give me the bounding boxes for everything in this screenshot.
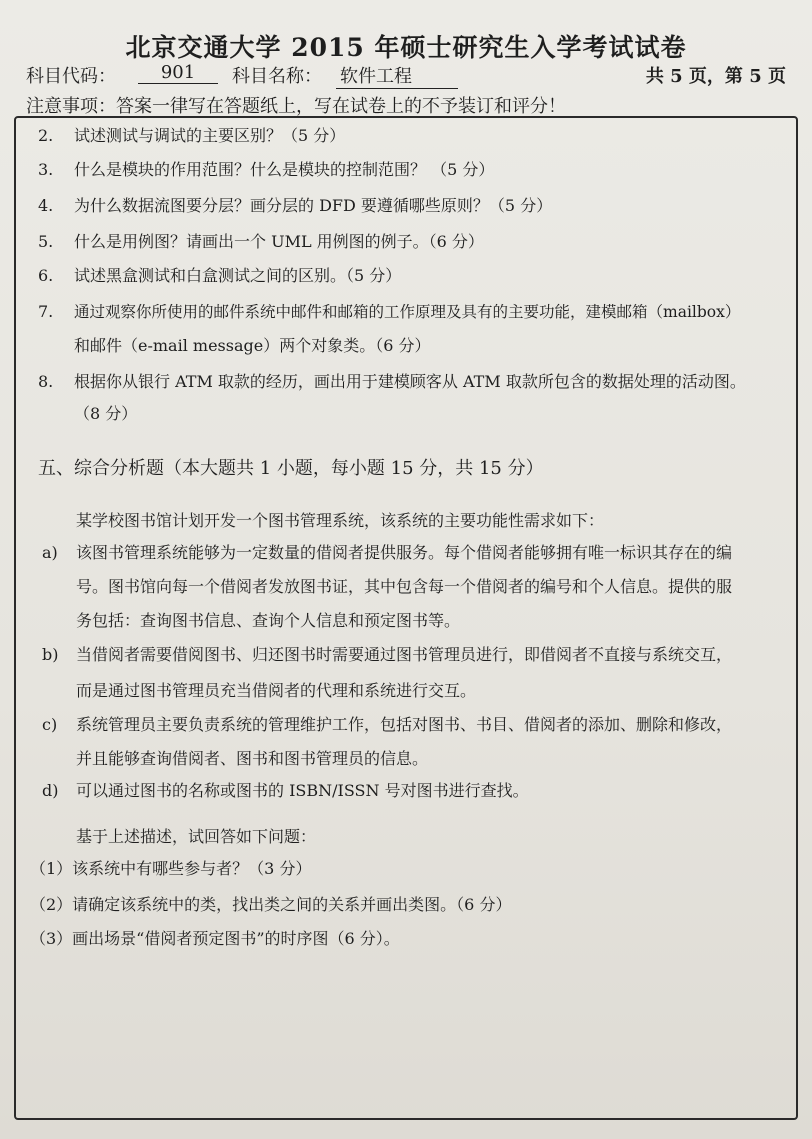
- question-number: 5.: [38, 232, 54, 251]
- subject-code-label: 科目代码：: [26, 66, 116, 87]
- requirement-text-line2: 而是通过图书管理员充当借阅者的代理和系统进行交互。: [76, 681, 477, 700]
- question-text: 为什么数据流图要分层？画分层的 DFD 要遵循哪些原则？（5 分）: [74, 196, 553, 215]
- requirement-label: b): [42, 645, 59, 664]
- question-text: 什么是模块的作用范围？什么是模块的控制范围？ （5 分）: [74, 160, 495, 179]
- subject-name-value: 软件工程: [336, 62, 458, 89]
- requirement-text-line1: 系统管理员主要负责系统的管理维护工作，包括对图书、书目、借阅者的添加、删除和修改，: [76, 715, 733, 734]
- question-text-line2: （8 分）: [74, 404, 138, 423]
- sub-question: （2）请确定该系统中的类，找出类之间的关系并画出类图。（6 分）: [30, 895, 512, 914]
- requirement-label: d): [42, 781, 59, 800]
- exam-notice: 注意事项：答案一律写在答题纸上，写在试卷上的不予装订和评分！: [26, 96, 566, 117]
- question-number: 2.: [38, 126, 54, 145]
- exam-title: 北京交通大学 2015 年硕士研究生入学考试试卷: [125, 33, 687, 62]
- sub-question: （3）画出场景“借阅者预定图书”的时序图（6 分）。: [30, 929, 400, 948]
- question-number: 8.: [38, 372, 54, 391]
- question-text: 什么是用例图？请画出一个 UML 用例图的例子。（6 分）: [74, 232, 484, 251]
- question-text: 试述测试与调试的主要区别？（5 分）: [74, 126, 346, 145]
- subject-name-label: 科目名称：: [232, 66, 322, 87]
- question-text-line2: 和邮件（e-mail message）两个对象类。（6 分）: [74, 336, 431, 355]
- requirement-text-line1: 可以通过图书的名称或图书的 ISBN/ISSN 号对图书进行查找。: [76, 781, 529, 800]
- question-text-line1: 通过观察你所使用的邮件系统中邮件和邮箱的工作原理及具有的主要功能，建模邮箱（mailbox）: [74, 303, 741, 321]
- section-title: 五、综合分析题（本大题共 1 小题，每小题 15 分，共 15 分）: [38, 458, 544, 479]
- sub-question: （1）该系统中有哪些参与者？（3 分）: [30, 859, 312, 878]
- question-number: 4.: [38, 196, 54, 215]
- requirement-text-line2: 号。图书馆向每一个借阅者发放图书证，其中包含每一个借阅者的编号和个人信息。提供的服: [76, 577, 733, 596]
- question-number: 7.: [38, 302, 54, 321]
- scenario-intro: 某学校图书馆计划开发一个图书管理系统，该系统的主要功能性需求如下：: [76, 511, 605, 530]
- exam-meta: [26, 62, 786, 92]
- requirement-text-line3: 务包括：查询图书信息、查询个人信息和预定图书等。: [76, 611, 461, 630]
- requirement-text-line1: 该图书管理系统能够为一定数量的借阅者提供服务。每个借阅者能够拥有唯一标识其存在的编: [76, 543, 733, 562]
- page-count: 共 5 页，第 5 页: [645, 66, 786, 87]
- questions-prompt: 基于上述描述，试回答如下问题：: [76, 827, 317, 846]
- question-text-line1: 根据你从银行 ATM 取款的经历，画出用于建模顾客从 ATM 取款所包含的数据处理的活动图。: [74, 372, 746, 391]
- requirement-label: c): [42, 715, 58, 734]
- subject-code-value: 901: [138, 62, 218, 84]
- question-number: 3.: [38, 160, 54, 179]
- requirement-label: a): [42, 543, 58, 562]
- requirement-text-line1: 当借阅者需要借阅图书、归还图书时需要通过图书管理员进行，即借阅者不直接与系统交互，: [76, 645, 733, 664]
- question-text: 试述黑盒测试和白盒测试之间的区别。（5 分）: [74, 266, 402, 285]
- requirement-text-line2: 并且能够查询借阅者、图书和图书管理员的信息。: [76, 749, 429, 768]
- question-frame: [14, 116, 798, 1120]
- question-number: 6.: [38, 266, 54, 285]
